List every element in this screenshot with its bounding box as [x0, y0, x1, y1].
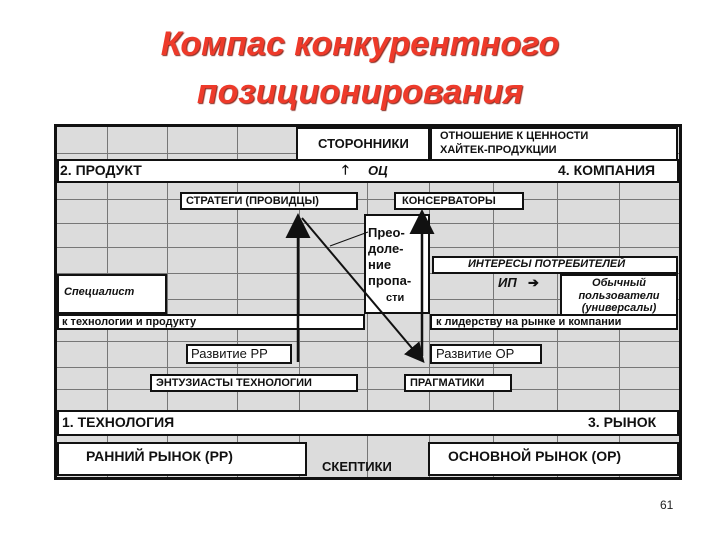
to-tech-label: к технологии и продукту — [62, 316, 197, 328]
ip-label: ИП — [498, 275, 517, 290]
ip-arrow-icon: ➔ — [528, 275, 539, 290]
to-leadership-label: к лидерству на рынке и компании — [436, 316, 622, 328]
oc-label: ОЦ — [368, 163, 388, 178]
dev-rr-label: Развитие РР — [191, 346, 268, 361]
pragmatists-label: ПРАГМАТИКИ — [410, 377, 485, 389]
product-label: 2. ПРОДУКТ — [60, 162, 142, 178]
slide-title-line-1: Компас конкурентного — [160, 25, 560, 63]
chasm-label-1: Прео- — [368, 225, 405, 240]
enthusiasts-label: ЭНТУЗИАСТЫ ТЕХНОЛОГИИ — [156, 377, 312, 389]
main-market-label: ОСНОВНОЙ РЫНОК (ОР) — [448, 448, 622, 464]
value-relation-label-1: ОТНОШЕНИЕ К ЦЕННОСТИ — [440, 130, 589, 142]
chasm-label-4: пропа- — [368, 273, 412, 288]
strategists-label: СТРАТЕГИ (ПРОВИДЦЫ) — [186, 195, 319, 207]
dev-or-label: Развитие ОР — [436, 346, 515, 361]
page-number: 61 — [660, 498, 674, 512]
ordinary-user-label-2: пользователи — [578, 290, 660, 302]
consumer-interests-label: ИНТЕРЕСЫ ПОТРЕБИТЕЛЕЙ — [468, 258, 626, 270]
conservatives-label: КОНСЕРВАТОРЫ — [402, 195, 496, 207]
technology-label: 1. ТЕХНОЛОГИЯ — [62, 414, 175, 430]
supporters-label: СТОРОННИКИ — [318, 136, 409, 151]
chasm-label-5: сти — [386, 292, 405, 304]
ordinary-user-label-3: (универсалы) — [581, 302, 657, 314]
ordinary-user-label-1: Обычный — [592, 277, 646, 289]
chasm-label-2: доле- — [368, 241, 404, 256]
market-label: 3. РЫНОК — [588, 414, 657, 430]
specialist-label: Специалист — [64, 286, 135, 298]
oc-arrow-icon: 🡑 — [342, 162, 349, 177]
early-market-label: РАННИЙ РЫНОК (РР) — [86, 448, 233, 464]
chasm-label-3: ние — [368, 257, 392, 272]
company-label: 4. КОМПАНИЯ — [558, 162, 656, 178]
value-relation-label-2: ХАЙТЕК-ПРОДУКЦИИ — [440, 144, 557, 156]
slide-title-line-2: позиционирования — [196, 73, 524, 111]
skeptics-label: СКЕПТИКИ — [322, 459, 392, 474]
chasm-pointer-line — [330, 232, 368, 246]
